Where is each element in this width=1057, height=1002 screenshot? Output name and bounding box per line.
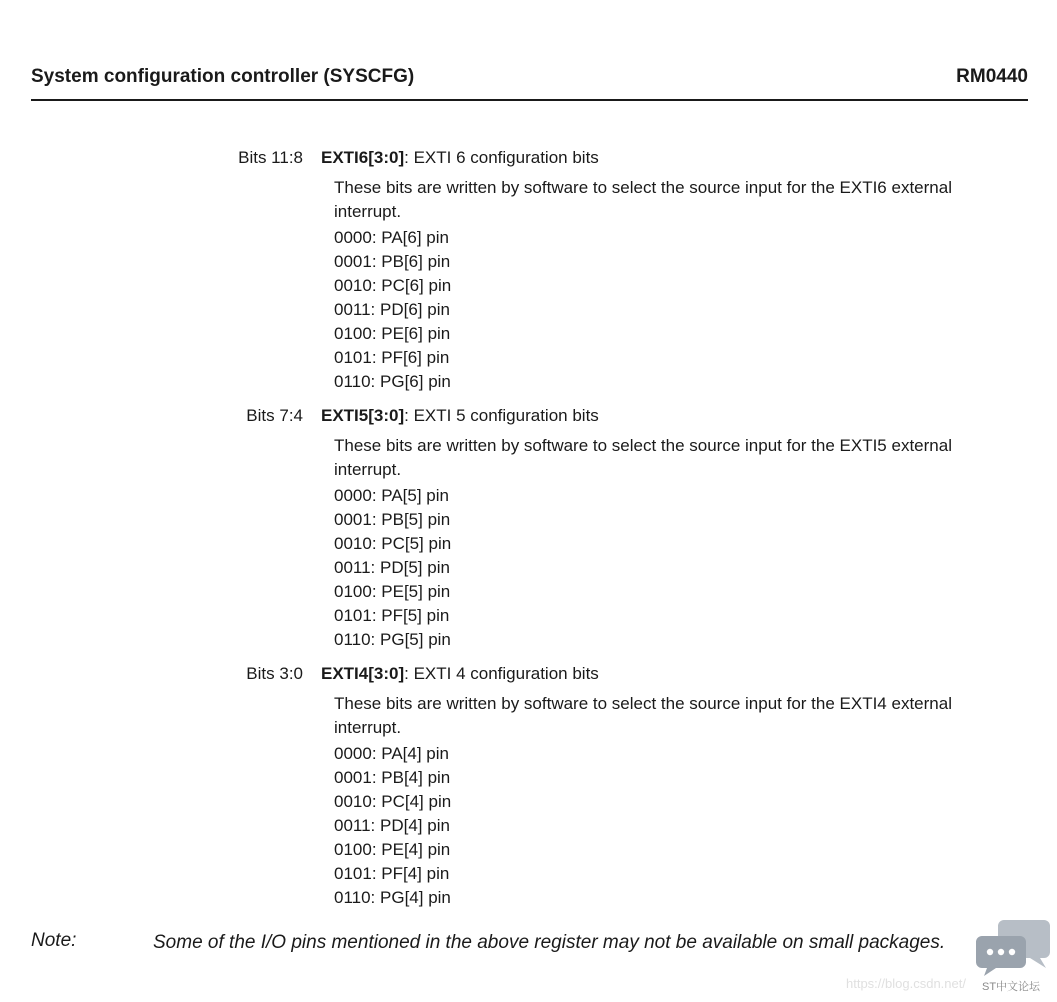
option-line: 0000: PA[5] pin bbox=[334, 486, 449, 505]
option-line: 0000: PA[6] pin bbox=[334, 228, 449, 247]
field-title bbox=[321, 148, 599, 168]
field-summary: : EXTI 4 configuration bits bbox=[404, 664, 599, 683]
field-name: EXTI6[3:0] bbox=[321, 148, 405, 167]
option-line: 0010: PC[5] pin bbox=[334, 534, 452, 553]
option-line: 0101: PF[6] pin bbox=[334, 348, 450, 367]
option-line: 0011: PD[6] pin bbox=[334, 300, 450, 319]
field-description: These bits are written by software to select the source input for the EXTI4 external interrupt. bbox=[334, 694, 952, 737]
watermark-url: https://blog.csdn.net/ bbox=[846, 976, 966, 991]
field-description: These bits are written by software to select the source input for the EXTI5 external interrupt. bbox=[334, 436, 952, 479]
chat-bubbles-icon bbox=[976, 918, 1052, 976]
option-line: 0011: PD[5] pin bbox=[334, 558, 450, 577]
field-title bbox=[321, 664, 599, 684]
logo-caption: ST中文论坛 bbox=[982, 981, 1041, 993]
option-line: 0010: PC[6] pin bbox=[334, 276, 452, 295]
field-summary: : EXTI 5 configuration bits bbox=[404, 406, 599, 425]
field-name: EXTI4[3:0] bbox=[321, 664, 405, 683]
option-line: 0001: PB[5] pin bbox=[334, 510, 451, 529]
field-name: EXTI5[3:0] bbox=[321, 406, 405, 425]
option-line: 0100: PE[5] pin bbox=[334, 582, 451, 601]
page-header bbox=[31, 66, 1028, 101]
option-line: 0010: PC[4] pin bbox=[334, 792, 452, 811]
bits-range: Bits 11:8 bbox=[238, 148, 303, 167]
bits-range: Bits 3:0 bbox=[246, 664, 303, 683]
option-line: 0110: PG[5] pin bbox=[334, 630, 451, 649]
field-body bbox=[334, 692, 974, 910]
option-line: 0011: PD[4] pin bbox=[334, 816, 450, 835]
option-line: 0100: PE[4] pin bbox=[334, 840, 451, 859]
document-id: RM0440 bbox=[956, 66, 1028, 87]
field-body bbox=[334, 434, 974, 652]
field-summary: : EXTI 6 configuration bits bbox=[404, 148, 599, 167]
option-line: 0000: PA[4] pin bbox=[334, 744, 449, 763]
option-line: 0100: PE[6] pin bbox=[334, 324, 451, 343]
bits-range: Bits 7:4 bbox=[246, 406, 303, 425]
note-text: Some of the I/O pins mentioned in the above register may not be available on small packages. bbox=[153, 932, 946, 953]
option-line: 0101: PF[5] pin bbox=[334, 606, 450, 625]
note-label: Note: bbox=[31, 930, 77, 951]
field-description: These bits are written by software to select the source input for the EXTI6 external interrupt. bbox=[334, 178, 952, 221]
forum-logo bbox=[976, 918, 1052, 976]
field-body bbox=[334, 176, 974, 394]
field-title bbox=[321, 406, 599, 426]
option-line: 0101: PF[4] pin bbox=[334, 864, 450, 883]
option-line: 0110: PG[6] pin bbox=[334, 372, 451, 391]
option-line: 0110: PG[4] pin bbox=[334, 888, 451, 907]
option-line: 0001: PB[4] pin bbox=[334, 768, 451, 787]
section-title: System configuration controller (SYSCFG) bbox=[31, 66, 415, 87]
option-line: 0001: PB[6] pin bbox=[334, 252, 451, 271]
